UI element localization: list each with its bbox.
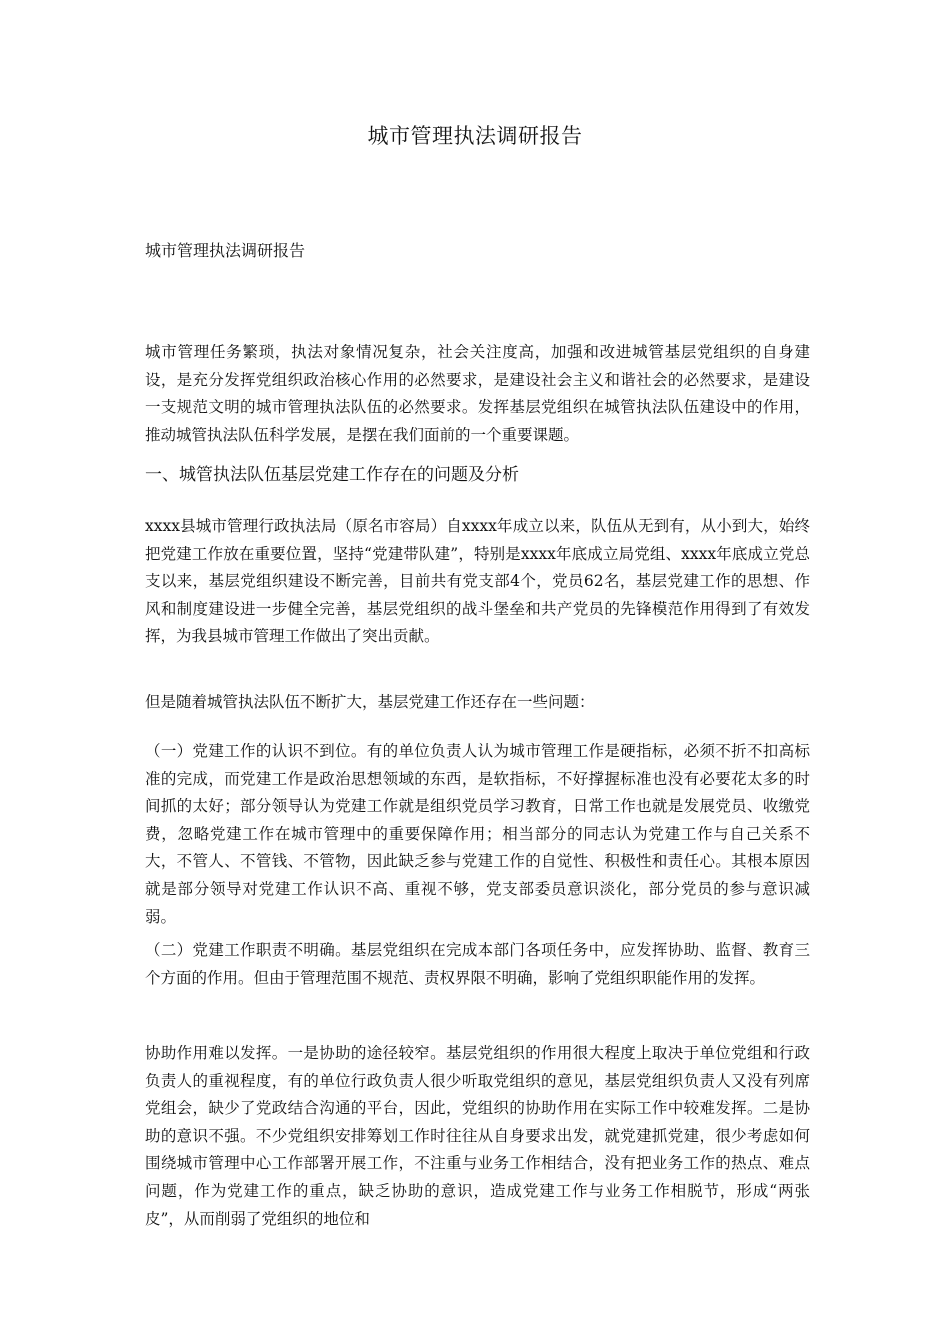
point-two-paragraph: （二）党建工作职责不明确。基层党组织在完成本部门各项任务中，应发挥协助、监督、教育三个方面的作用。但由于管理范围不规范、责权界限不明确，影响了党组织职能作用的发挥。 (145, 941, 810, 987)
problems-intro-paragraph: 但是随着城管执法队伍不断扩大，基层党建工作还存在一些问题： (145, 693, 595, 711)
assist-paragraph: 协助作用难以发挥。一是协助的途径较窄。基层党组织的作用很大程度上取决于单位党组和行政负责人的重视程度，有的单位行政负责人很少听取党组织的意见，基层党组织负责人又没有列席党组会，缺少了党政结合沟通的平台，因此，党组织的协助作用在实际工作中较难发挥。二是协助的意识不强。不少党组织安排筹划工作时往往从自身要求出发，就党建抓党建，很少考虑如何围绕城市管理中心工作部署开展工作，不注重与业务工作相结合，没有把业务工作的热点、难点问题，作为党建工作的重点，缺乏协助的意识，造成党建工作与业务工作相脱节，形成“两张皮”，从而削弱了党组织的地位和 (145, 1044, 810, 1228)
document-subtitle: 城市管理执法调研报告 (145, 241, 306, 260)
background-paragraph: xxxx县城市管理行政执法局（原名市容局）自xxxx年成立以来，队伍从无到有，从小到大，始终把党建工作放在重要位置，坚持“党建带队建”，特别是xxxx年底成立局党组、xxxx年底成立党总支以来，基层党组织建设不断完善，目前共有党支部4个，党员62名，基层党建工作的思想、作风和制度建设进一步健全完善，基层党组织的战斗堡垒和共产党员的先锋模范作用得到了有效发挥，为我县城市管理工作做出了突出贡献。 (145, 517, 810, 646)
intro-paragraph: 城市管理任务繁琐，执法对象情况复杂，社会关注度高，加强和改进城管基层党组织的自身建设，是充分发挥党组织政治核心作用的必然要求，是建设社会主义和谐社会的必然要求，是建设一支规范文明的城市管理执法队伍的必然要求。发挥基层党组织在城管执法队伍建设中的作用，推动城管执法队伍科学发展，是摆在我们面前的一个重要课题。 (145, 343, 810, 444)
document-title: 城市管理执法调研报告 (367, 124, 583, 148)
section-heading: 一、城管执法队伍基层党建工作存在的问题及分析 (145, 465, 519, 485)
point-one-paragraph: （一）党建工作的认识不到位。有的单位负责人认为城市管理工作是硬指标，必须不折不扣高标准的完成，而党建工作是政治思想领域的东西，是软指标，不好撑握标准也没有必要花太多的时间抓的太好；部分领导认为党建工作就是组织党员学习教育，日常工作也就是发展党员、收缴党费，忽略党建工作在城市管理中的重要保障作用；相当部分的同志认为党建工作与自己关系不大，不管人、不管钱、不管物，因此缺乏参与党建工作的自觉性、积极性和责任心。其根本原因就是部分领导对党建工作认识不高、重视不够，党支部委员意识淡化，部分党员的参与意识减弱。 (145, 742, 810, 926)
